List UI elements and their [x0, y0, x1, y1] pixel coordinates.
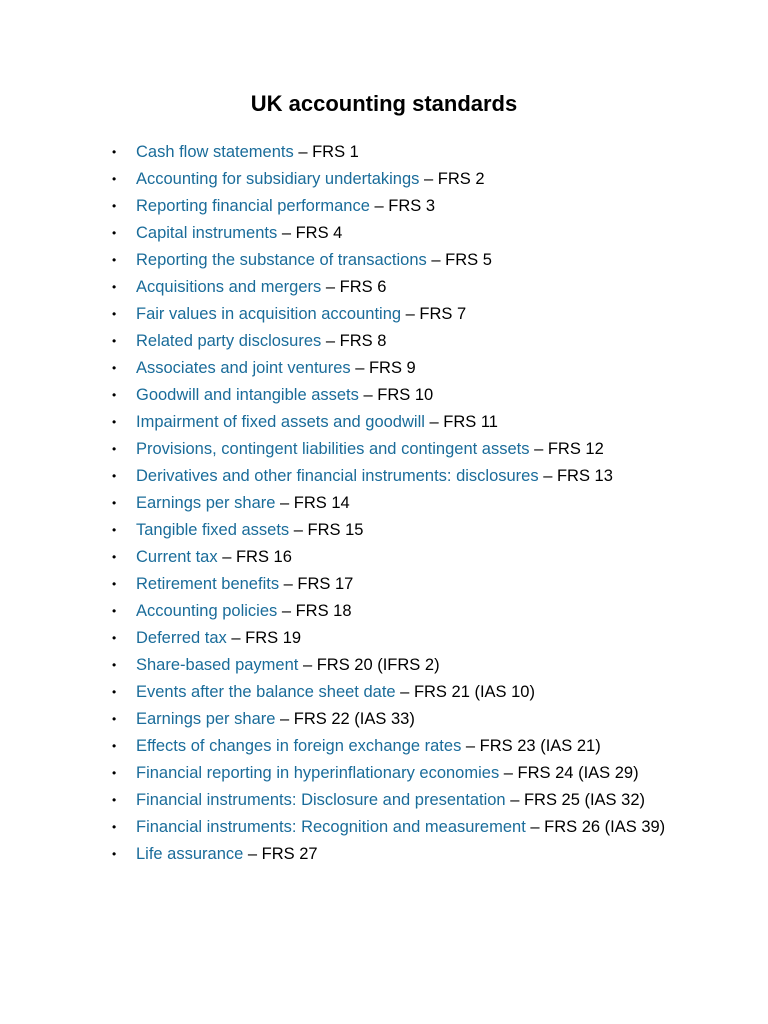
standard-link[interactable]: Reporting the substance of transactions	[136, 251, 427, 269]
list-item	[0, 679, 768, 706]
list-item	[0, 328, 768, 355]
bullet-icon: •	[112, 361, 117, 375]
bullet-icon: •	[112, 766, 117, 780]
standard-code: – FRS 2	[419, 170, 485, 188]
standard-link[interactable]: Reporting financial performance	[136, 197, 370, 215]
list-item	[0, 409, 768, 436]
bullet-icon: •	[112, 820, 117, 834]
list-item	[0, 760, 768, 787]
standard-code: – FRS 6	[321, 278, 387, 296]
standard-link[interactable]: Financial reporting in hyperinflationary economies	[136, 764, 500, 782]
bullet-icon: •	[112, 226, 117, 240]
standard-code: – FRS 25 (IAS 32)	[505, 791, 645, 809]
standard-code: – FRS 26 (IAS 39)	[525, 818, 666, 836]
standard-link[interactable]: Deferred tax	[136, 629, 227, 647]
bullet-icon: •	[112, 523, 117, 537]
standard-code: – FRS 21 (IAS 10)	[395, 683, 535, 701]
standard-code: – FRS 3	[369, 197, 435, 215]
list-item	[0, 814, 768, 841]
standard-link[interactable]: Cash flow statements	[136, 143, 294, 161]
standard-code: – FRS 1	[293, 143, 359, 161]
list-item	[0, 841, 768, 868]
list-item	[0, 274, 768, 301]
standard-code: – FRS 7	[401, 305, 467, 323]
standard-link[interactable]: Financial instruments: Recognition and measurement	[136, 818, 526, 836]
bullet-icon: •	[112, 847, 117, 861]
standard-link[interactable]: Current tax	[136, 548, 218, 566]
bullet-icon: •	[112, 280, 117, 294]
bullet-icon: •	[112, 739, 117, 753]
standard-code: – FRS 23 (IAS 21)	[461, 737, 601, 755]
list-item	[0, 544, 768, 571]
list-item	[0, 706, 768, 733]
bullet-icon: •	[112, 793, 117, 807]
bullet-icon: •	[112, 172, 117, 186]
bullet-icon: •	[112, 658, 117, 672]
bullet-icon: •	[112, 145, 117, 159]
standard-link[interactable]: Retirement benefits	[136, 575, 280, 593]
list-item	[0, 436, 768, 463]
list-item	[0, 166, 768, 193]
standard-link[interactable]: Tangible fixed assets	[136, 521, 290, 539]
standard-link[interactable]: Impairment of fixed assets and goodwill	[136, 413, 425, 431]
standard-code: – FRS 13	[538, 467, 613, 485]
standard-code: – FRS 17	[279, 575, 354, 593]
bullet-icon: •	[112, 550, 117, 564]
standard-code: – FRS 22 (IAS 33)	[275, 710, 415, 728]
standard-link[interactable]: Earnings per share	[136, 710, 276, 728]
list-item	[0, 193, 768, 220]
standard-link[interactable]: Provisions, contingent liabilities and contingent assets	[136, 440, 530, 458]
standard-code: – FRS 10	[358, 386, 434, 404]
page-title: UK accounting standards	[250, 91, 518, 116]
standard-code: – FRS 5	[426, 251, 492, 269]
standard-link[interactable]: Earnings per share	[136, 494, 276, 512]
standard-link[interactable]: Effects of changes in foreign exchange rates	[136, 737, 462, 755]
list-item	[0, 733, 768, 760]
standard-link[interactable]: Capital instruments	[136, 224, 278, 242]
standard-code: – FRS 11	[424, 413, 498, 431]
list-item	[0, 787, 768, 814]
bullet-icon: •	[112, 388, 117, 402]
standard-link[interactable]: Acquisitions and mergers	[136, 278, 322, 296]
bullet-icon: •	[112, 604, 117, 618]
list-item	[0, 139, 768, 166]
standard-code: – FRS 20 (IFRS 2)	[298, 656, 440, 674]
standard-code: – FRS 12	[529, 440, 604, 458]
list-item	[0, 571, 768, 598]
standard-link[interactable]: Accounting for subsidiary undertakings	[136, 170, 420, 188]
standard-code: – FRS 14	[275, 494, 350, 512]
standard-code: – FRS 24 (IAS 29)	[499, 764, 639, 782]
standard-code: – FRS 16	[217, 548, 292, 566]
list-item	[0, 247, 768, 274]
bullet-icon: •	[112, 415, 117, 429]
bullet-icon: •	[112, 631, 117, 645]
list-item	[0, 517, 768, 544]
standard-link[interactable]: Accounting policies	[136, 602, 278, 620]
list-item	[0, 382, 768, 409]
standard-link[interactable]: Life assurance	[136, 845, 244, 863]
list-item	[0, 301, 768, 328]
bullet-icon: •	[112, 199, 117, 213]
standard-link[interactable]: Fair values in acquisition accounting	[136, 305, 402, 323]
standard-code: – FRS 15	[289, 521, 364, 539]
list-item	[0, 355, 768, 382]
standard-code: – FRS 4	[277, 224, 343, 242]
bullet-icon: •	[112, 253, 117, 267]
standard-link[interactable]: Events after the balance sheet date	[136, 683, 396, 701]
list-item	[0, 652, 768, 679]
bullet-icon: •	[112, 307, 117, 321]
standard-link[interactable]: Goodwill and intangible assets	[136, 386, 359, 404]
standard-link[interactable]: Derivatives and other financial instruments: disclosures	[136, 467, 539, 485]
list-item	[0, 490, 768, 517]
standard-code: – FRS 19	[226, 629, 302, 647]
standard-link[interactable]: Share-based payment	[136, 656, 299, 674]
standard-link[interactable]: Associates and joint ventures	[136, 359, 351, 377]
bullet-icon: •	[112, 469, 117, 483]
bullet-icon: •	[112, 712, 117, 726]
bullet-icon: •	[112, 496, 117, 510]
bullet-icon: •	[112, 685, 117, 699]
list-item	[0, 220, 768, 247]
standard-link[interactable]: Financial instruments: Disclosure and presentation	[136, 791, 506, 809]
bullet-icon: •	[112, 577, 117, 591]
list-item	[0, 463, 768, 490]
standards-list	[0, 139, 768, 868]
standard-code: – FRS 18	[277, 602, 352, 620]
standard-code: – FRS 27	[243, 845, 318, 863]
standard-code: – FRS 8	[321, 332, 387, 350]
list-item	[0, 625, 768, 652]
bullet-icon: •	[112, 334, 117, 348]
bullet-icon: •	[112, 442, 117, 456]
standard-code: – FRS 9	[350, 359, 416, 377]
list-item	[0, 598, 768, 625]
standard-link[interactable]: Related party disclosures	[136, 332, 322, 350]
